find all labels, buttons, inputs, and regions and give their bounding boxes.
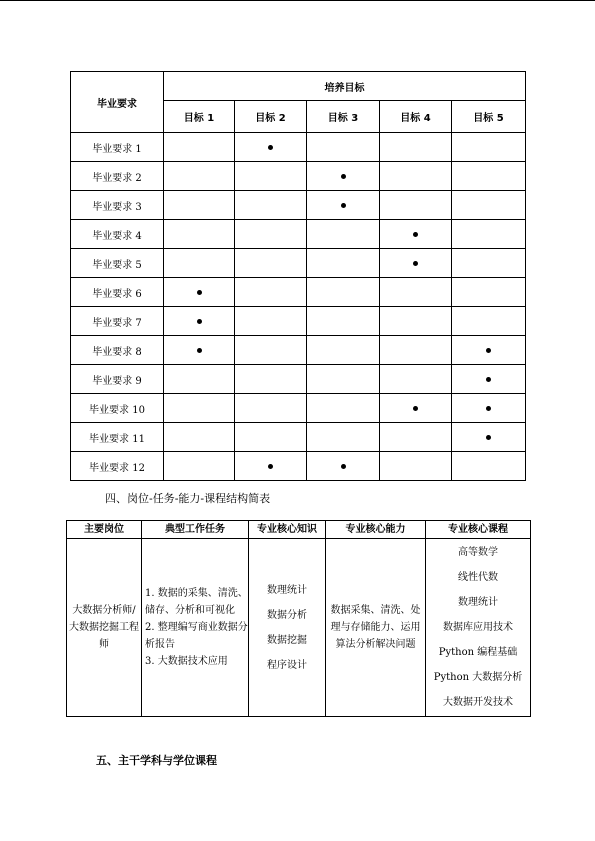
requirement-label: 毕业要求 8 xyxy=(71,336,164,365)
bullet-mark-icon xyxy=(268,145,273,150)
mapping-cell xyxy=(164,220,235,249)
bullet-mark-icon xyxy=(413,406,418,411)
mapping-cell xyxy=(452,162,526,191)
mapping-cell xyxy=(452,336,526,365)
mapping-cell xyxy=(452,423,526,452)
mapping-cell xyxy=(452,394,526,423)
bullet-mark-icon xyxy=(486,435,491,440)
target-header: 目标 2 xyxy=(235,101,307,133)
bullet-mark-icon xyxy=(341,464,346,469)
mapping-cell xyxy=(307,307,380,336)
job-task-ability-course-table xyxy=(66,520,531,717)
mapping-cell xyxy=(235,191,307,220)
course-item: 大数据开发技术 xyxy=(443,697,513,708)
mapping-cell xyxy=(235,336,307,365)
task-item: 3. 大数据技术应用 xyxy=(145,656,228,667)
mapping-cell xyxy=(380,191,452,220)
target-header: 目标 3 xyxy=(307,101,380,133)
course-item: 数据库应用技术 xyxy=(443,622,513,633)
mapping-cell xyxy=(452,220,526,249)
table-row xyxy=(71,307,526,336)
bullet-mark-icon xyxy=(486,377,491,382)
table-row xyxy=(71,423,526,452)
bullet-mark-icon xyxy=(341,203,346,208)
mapping-cell xyxy=(164,191,235,220)
mapping-cell xyxy=(380,133,452,162)
knowledge-item: 数据挖掘 xyxy=(267,634,307,646)
mapping-cell xyxy=(452,133,526,162)
header-graduation-requirement: 毕业要求 xyxy=(71,72,164,133)
mapping-cell xyxy=(452,278,526,307)
mapping-cell xyxy=(164,307,235,336)
table-row xyxy=(71,249,526,278)
mapping-cell xyxy=(380,249,452,278)
bullet-mark-icon xyxy=(486,406,491,411)
mapping-cell xyxy=(164,278,235,307)
mapping-cell xyxy=(235,307,307,336)
section5-title: 五、主干学科与学位课程 xyxy=(96,754,217,767)
mapping-cell xyxy=(235,278,307,307)
mapping-cell xyxy=(452,249,526,278)
mapping-cell xyxy=(307,191,380,220)
bullet-mark-icon xyxy=(268,464,273,469)
course-item: 线性代数 xyxy=(458,572,498,583)
position-cell: 大数据分析师/大数据挖掘工程师 xyxy=(67,539,142,717)
mapping-cell xyxy=(164,249,235,278)
knowledge-cell xyxy=(249,539,326,717)
knowledge-item: 程序设计 xyxy=(267,659,307,671)
course-item: Python 大数据分析 xyxy=(433,672,523,683)
table-row xyxy=(71,278,526,307)
tasks-cell xyxy=(142,539,249,717)
mapping-cell xyxy=(452,365,526,394)
table-row xyxy=(71,365,526,394)
table-row xyxy=(71,220,526,249)
mapping-cell xyxy=(164,162,235,191)
mapping-cell xyxy=(452,307,526,336)
bullet-mark-icon xyxy=(197,319,202,324)
mapping-cell xyxy=(380,394,452,423)
courses-cell xyxy=(426,539,531,717)
mapping-cell xyxy=(380,220,452,249)
mapping-cell xyxy=(380,423,452,452)
course-item: Python 编程基础 xyxy=(438,647,518,658)
requirement-label: 毕业要求 5 xyxy=(71,249,164,278)
mapping-cell xyxy=(307,394,380,423)
bullet-mark-icon xyxy=(413,261,418,266)
knowledge-item: 数据分析 xyxy=(267,609,307,621)
column-header: 主要岗位 xyxy=(67,521,142,539)
mapping-cell xyxy=(164,336,235,365)
mapping-cell xyxy=(235,365,307,394)
table-row xyxy=(71,452,526,481)
course-item: 高等数学 xyxy=(458,547,498,558)
mapping-cell xyxy=(452,191,526,220)
mapping-cell xyxy=(307,452,380,481)
mapping-cell xyxy=(380,307,452,336)
task-item: 1. 数据的采集、清洗、储存、分析和可视化 xyxy=(145,588,248,616)
requirement-label: 毕业要求 3 xyxy=(71,191,164,220)
mapping-cell xyxy=(307,336,380,365)
bullet-mark-icon xyxy=(197,290,202,295)
requirement-label: 毕业要求 6 xyxy=(71,278,164,307)
column-header: 专业核心能力 xyxy=(326,521,426,539)
page-top-rule xyxy=(0,0,595,1)
requirement-label: 毕业要求 12 xyxy=(71,452,164,481)
bullet-mark-icon xyxy=(486,348,491,353)
mapping-cell xyxy=(164,394,235,423)
table-row xyxy=(71,191,526,220)
graduation-objective-matrix xyxy=(70,71,526,481)
mapping-cell xyxy=(235,133,307,162)
mapping-cell xyxy=(235,220,307,249)
mapping-cell xyxy=(307,365,380,394)
mapping-cell xyxy=(235,249,307,278)
course-item: 数理统计 xyxy=(458,597,498,608)
mapping-cell xyxy=(235,452,307,481)
table-row xyxy=(71,162,526,191)
column-header: 专业核心知识 xyxy=(249,521,326,539)
mapping-cell xyxy=(235,162,307,191)
header-training-objectives: 培养目标 xyxy=(164,72,526,101)
column-header: 专业核心课程 xyxy=(426,521,531,539)
mapping-cell xyxy=(164,365,235,394)
requirement-label: 毕业要求 2 xyxy=(71,162,164,191)
bullet-mark-icon xyxy=(341,174,346,179)
requirement-label: 毕业要求 1 xyxy=(71,133,164,162)
target-header: 目标 4 xyxy=(380,101,452,133)
requirement-label: 毕业要求 4 xyxy=(71,220,164,249)
bullet-mark-icon xyxy=(197,348,202,353)
mapping-cell xyxy=(235,394,307,423)
table-row xyxy=(71,336,526,365)
mapping-cell xyxy=(164,423,235,452)
mapping-cell xyxy=(164,133,235,162)
target-header: 目标 1 xyxy=(164,101,235,133)
mapping-cell xyxy=(380,365,452,394)
mapping-cell xyxy=(380,278,452,307)
ability-cell: 数据采集、清洗、处理与存储能力、运用算法分析解决问题 xyxy=(326,539,426,717)
bullet-mark-icon xyxy=(413,232,418,237)
mapping-cell xyxy=(307,162,380,191)
requirement-label: 毕业要求 11 xyxy=(71,423,164,452)
section4-title: 四、岗位-任务-能力-课程结构简表 xyxy=(105,492,271,505)
mapping-cell xyxy=(307,278,380,307)
mapping-cell xyxy=(307,220,380,249)
mapping-cell xyxy=(380,336,452,365)
mapping-cell xyxy=(307,133,380,162)
requirement-label: 毕业要求 7 xyxy=(71,307,164,336)
requirement-label: 毕业要求 9 xyxy=(71,365,164,394)
knowledge-item: 数理统计 xyxy=(267,584,307,596)
target-header: 目标 5 xyxy=(452,101,526,133)
table-row xyxy=(71,394,526,423)
mapping-cell xyxy=(307,423,380,452)
column-header: 典型工作任务 xyxy=(142,521,249,539)
requirement-label: 毕业要求 10 xyxy=(71,394,164,423)
table-row xyxy=(71,133,526,162)
mapping-cell xyxy=(380,452,452,481)
mapping-cell xyxy=(235,423,307,452)
mapping-cell xyxy=(380,162,452,191)
mapping-cell xyxy=(452,452,526,481)
mapping-cell xyxy=(307,249,380,278)
task-item: 2. 整理编写商业数据分析报告 xyxy=(145,622,248,650)
mapping-cell xyxy=(164,452,235,481)
